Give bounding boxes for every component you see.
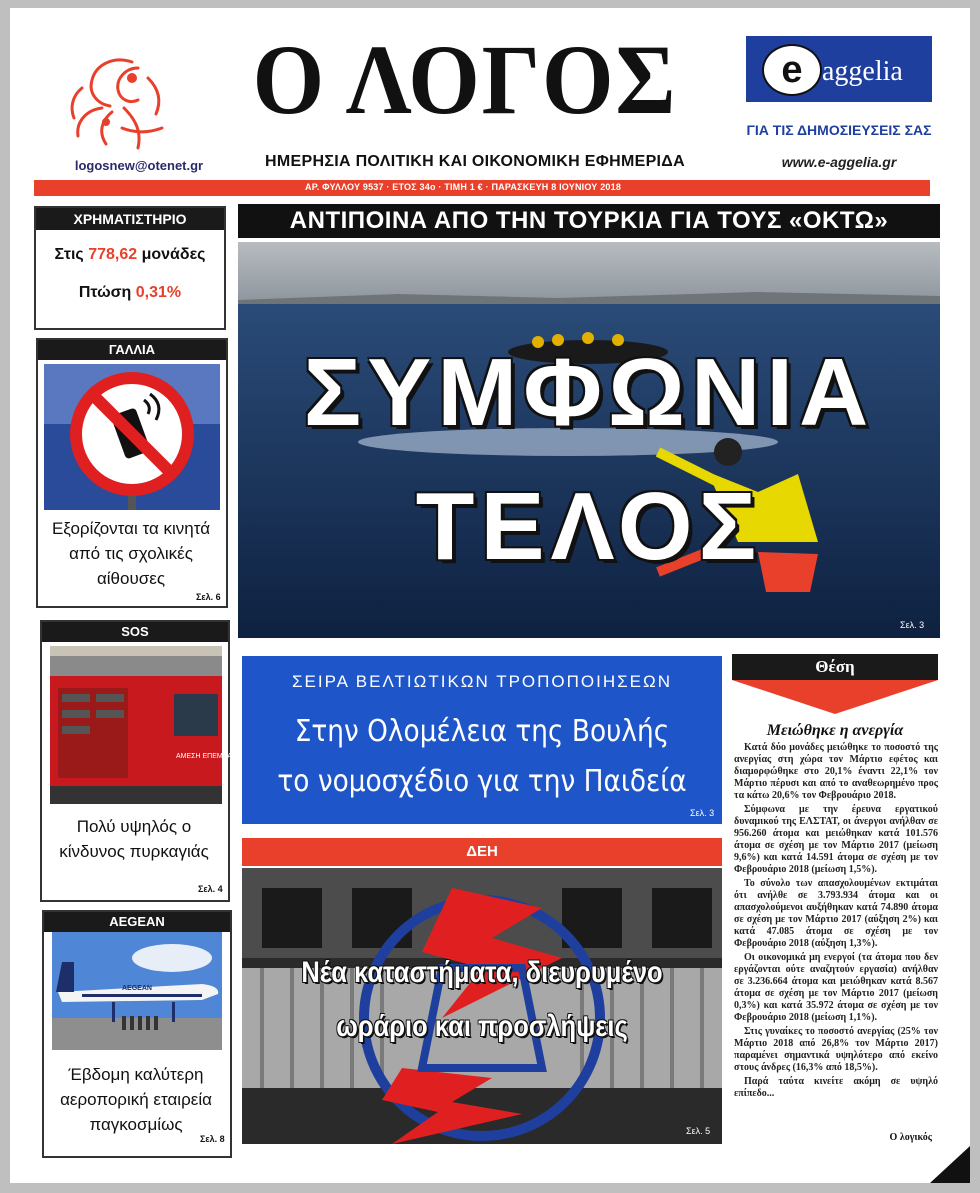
card-sos-header: SOS xyxy=(42,622,228,642)
fire-truck-icon xyxy=(50,646,242,804)
newspaper-title: Ο ΛΟΓΟΣ xyxy=(252,24,678,135)
contact-email[interactable]: logosnew@otenet.gr xyxy=(74,158,204,173)
eaggelia-url[interactable]: www.e-aggelia.gr xyxy=(781,154,897,170)
stock-index-pre: Στις xyxy=(54,246,84,263)
education-headline-line1: Στην Ολομέλεια της Βουλής xyxy=(294,714,670,749)
newspaper-subtitle: ΗΜΕΡΗΣΙΑ ΠΟΛΙΤΙΚΗ ΚΑΙ ΟΙΚΟΝΟΜΙΚΗ ΕΦΗΜΕΡΙΔΑ xyxy=(265,153,685,170)
card-france-header: ΓΑΛΛΙΑ xyxy=(38,340,226,360)
truck-label: ΑΜΕΣΗ ΕΠΕΜΒΑΣΗ xyxy=(176,753,242,760)
deh-headline-line2: ωράριο και προσλήψεις xyxy=(336,1010,628,1043)
eaggelia-logo-icon: e xyxy=(762,44,822,96)
main-story-page: Σελ. 3 xyxy=(900,620,925,630)
main-headline-line2: ΤΕΛΟΣ xyxy=(415,473,763,580)
opinion-arrow-icon xyxy=(732,680,938,714)
page-corner-fold xyxy=(930,1146,970,1183)
opinion-header: Θέση xyxy=(732,654,938,680)
card-france-text: Εξορίζονται τα κινητά από τις σχολικές αίθουσες xyxy=(51,519,211,588)
opinion-paragraph: Οι οικονομικά μη ενεργοί (τα άτομα που δεν εργάζονται ούτε αναζητούν εργασία) ανήλθαν σε 3.236.664 άτομα και μειώθηκαν κατά 8.567 άτομα σε σχέση με τον Μάρτιο 2017 (μείωση 0,3%) και κατά 35.972 άτομα σε σχέση με τον Φεβρουάριο 2018 (μείωση 1,1%). xyxy=(734,952,938,1023)
eaggelia-tagline: ΓΙΑ ΤΙΣ ΔΗΜΟΣΙΕΥΣΕΙΣ ΣΑΣ xyxy=(746,122,932,138)
airplane-icon xyxy=(52,932,222,1050)
stock-index-line xyxy=(36,246,224,264)
education-headline-line2: το νομοσχέδιο για την Παιδεία xyxy=(277,764,687,799)
opinion-paragraph: Παρά ταύτα κινείτε ακόμη σε υψηλό επίπεδο... xyxy=(734,1076,938,1099)
stock-header: ΧΡΗΜΑΤΙΣΤΗΡΙΟ xyxy=(36,208,224,230)
opinion-body xyxy=(734,742,938,1102)
opinion-paragraph: Το σύνολο των απασχολουμένων εκτιμάται ότι ανήλθε σε 3.793.934 άτομα και οι απασχολούμενοι αυξήθηκαν κατά 74.890 άτομα σε σχέση με τον Μάρτιο 2017 (αύξηση 2%) και κατά 47.085 άτομα σε σχέση με τον Φεβρουάριο 2018 (αύξηση 1,3%). xyxy=(734,878,938,949)
main-story-kicker[interactable]: ΑΝΤΙΠΟΙΝΑ ΑΠΟ ΤΗΝ ΤΟΥΡΚΙΑ ΓΙΑ ΤΟΥΣ «ΟΚΤΩ» xyxy=(238,204,940,238)
deh-headline-line1: Νέα καταστήματα, διευρυμένο xyxy=(301,956,663,989)
education-page: Σελ. 3 xyxy=(690,808,715,818)
main-headline-line1: ΣΥΜΦΩΝΙΑ xyxy=(303,339,875,446)
issue-info: ΑΡ. ΦΥΛΛΟΥ 9537 · ΕΤΟΣ 34ο · ΤΙΜΗ 1 € · ΠΑΡΑΣΚΕΥΗ 8 ΙΟΥΝΙΟΥ 2018 xyxy=(305,182,622,192)
card-sos-page: Σελ. 4 xyxy=(198,884,223,894)
card-aegean-text: Έβδομη καλύτερη αεροπορική εταιρεία παγκοσμίως xyxy=(60,1065,212,1134)
stock-change-pre: Πτώση xyxy=(78,284,132,301)
card-sos-text: Πολύ υψηλός ο κίνδυνος πυρκαγιάς xyxy=(59,817,209,861)
opinion-paragraph: Κατά δύο μονάδες μειώθηκε το ποσοστό της ανεργίας στη χώρα τον Μάρτιο εφέτος και διαμορφώθηκε στο 20,1% έναντι 22,1% τον Μάρτιο πέρυσι και από το αναθεωρημένο προς τα κάτω 20,6% τον Φεβρουάριο 2018. xyxy=(734,742,938,801)
newspaper-front-page xyxy=(10,8,970,1183)
card-aegean-page: Σελ. 8 xyxy=(200,1134,225,1144)
card-france-page: Σελ. 6 xyxy=(196,592,221,602)
stock-index-value: 778,62 xyxy=(88,246,138,263)
card-aegean-header: AEGEAN xyxy=(44,912,230,932)
no-phone-icon xyxy=(44,364,220,510)
education-kicker: ΣΕΙΡΑ ΒΕΛΤΙΩΤΙΚΩΝ ΤΡΟΠΟΠΟΙΗΣΕΩΝ xyxy=(292,672,672,691)
deh-header[interactable]: ΔΕΗ xyxy=(242,838,722,866)
stock-index-post: μονάδες xyxy=(141,246,206,263)
stock-change-line xyxy=(36,284,224,302)
opinion-paragraph: Σύμφωνα με την έρευνα εργατικού δυναμικού της ΕΛΣΤΑΤ, οι άνεργοι ανήλθαν σε 956.260 άτομα και μειώθηκαν κατά 101.576 άτομα σε σχέση με τον Μάρτιο 2017 (μείωση 9,6%) και κατά 14.591 άτομα σε σχέση με τον Φεβρουάριο 2018 (μείωση 1,5%). xyxy=(734,804,938,875)
opinion-signature: Ο λογικός xyxy=(889,1132,932,1143)
opinion-paragraph: Στις γυναίκες το ποσοστό ανεργίας (25% τον Μάρτιο 2018 από 26,8% τον Μάρτιο 2017) παραμένει σημαντικά υψηλότερο από εκείνο στους άνδρες (16,3% από 18,5%). xyxy=(734,1026,938,1073)
deh-building-photo xyxy=(242,868,722,1144)
stock-change-value: 0,31% xyxy=(135,284,182,301)
opinion-title[interactable]: Μειώθηκε η ανεργία xyxy=(766,722,904,739)
plane-label: AEGEAN xyxy=(122,985,152,992)
eaggelia-wordmark: aggelia xyxy=(822,56,903,87)
deh-page: Σελ. 5 xyxy=(686,1126,711,1136)
logo-illustration xyxy=(62,48,182,156)
